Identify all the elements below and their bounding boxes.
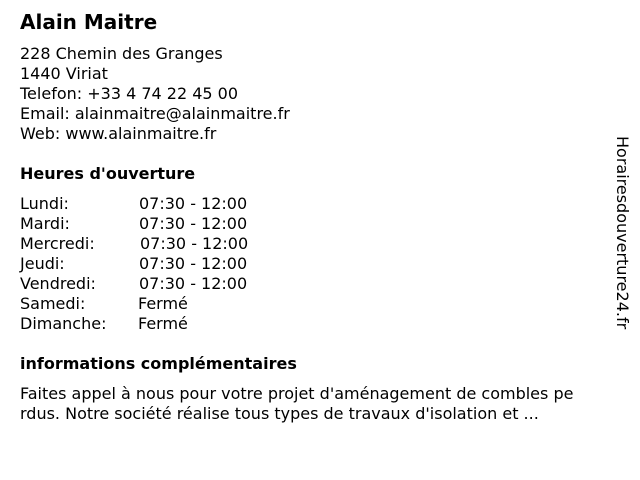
hours-time: Fermé	[138, 314, 188, 333]
hours-time: 07:30 - 12:00	[139, 274, 248, 293]
hours-time: 07:30 - 12:00	[139, 214, 248, 233]
phone[interactable]: Telefon: +33 4 74 22 45 00	[20, 84, 239, 103]
hours-time: Fermé	[138, 294, 188, 313]
city: 1440 Viriat	[20, 64, 108, 83]
info-line: rdus. Notre société réalise tous types de travaux d'isolation et ...	[20, 404, 539, 423]
website[interactable]: Web: www.alainmaitre.fr	[20, 124, 217, 143]
site-watermark-text: Horairesdouverture24.fr	[613, 136, 632, 330]
contact-block	[20, 44, 290, 144]
email[interactable]: Email: alainmaitre@alainmaitre.fr	[20, 104, 290, 123]
additional-info-heading: informations complémentaires	[20, 354, 297, 373]
hours-time: 07:30 - 12:00	[139, 254, 248, 273]
hours-day: Samedi:	[20, 294, 86, 313]
additional-info-text	[20, 384, 620, 424]
hours-day: Dimanche:	[20, 314, 107, 333]
hours-day: Lundi:	[20, 194, 69, 213]
street-address: 228 Chemin des Granges	[20, 44, 223, 63]
hours-day: Mercredi:	[20, 234, 95, 253]
hours-day: Mardi:	[20, 214, 70, 233]
hours-time: 07:30 - 12:00	[139, 194, 248, 213]
opening-hours-heading: Heures d'ouverture	[20, 164, 196, 183]
business-name: Alain Maitre	[20, 10, 158, 34]
hours-time: 07:30 - 12:00	[140, 234, 249, 253]
hours-day: Jeudi:	[20, 254, 65, 273]
site-watermark	[612, 136, 634, 346]
hours-day: Vendredi:	[20, 274, 96, 293]
info-line: Faites appel à nous pour votre projet d'aménagement de combles pe	[20, 384, 574, 403]
